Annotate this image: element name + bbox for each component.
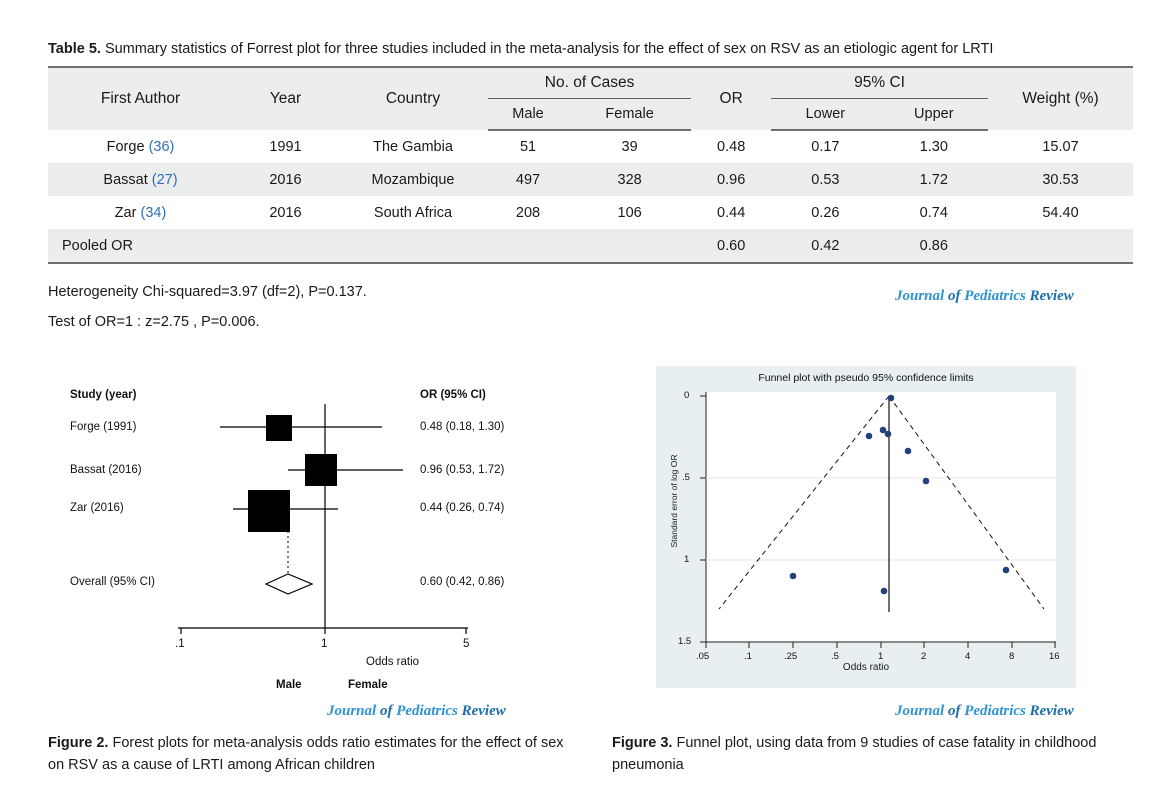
test-of-or-note: Test of OR=1 : z=2.75 , P=0.006. [48, 314, 260, 330]
forest-overall-label: Overall (95% CI) [70, 576, 155, 588]
forest-study-estimate: 0.44 (0.26, 0.74) [420, 502, 505, 514]
cell-female: 39 [621, 139, 638, 155]
cell-lower: 0.26 [811, 204, 840, 221]
th-upper: Upper [880, 99, 988, 131]
journal-word-2: of [947, 288, 961, 304]
cell-lower: 0.17 [811, 139, 840, 155]
cell-or: 0.44 [717, 204, 746, 221]
forest-study-label: Bassat (2016) [70, 464, 142, 476]
funnel-xtick: 2 [921, 651, 927, 662]
forest-axis-label: Odds ratio [366, 656, 420, 668]
cell-weight: 54.40 [1042, 204, 1079, 221]
cell-country: South Africa [373, 204, 453, 221]
cell-male: 51 [519, 139, 537, 155]
forest-xtick: 5 [463, 638, 470, 650]
forest-study-label: Zar (2016) [70, 502, 124, 514]
cell-weight: 15.07 [1042, 138, 1079, 155]
journal-word-4: Review [1029, 288, 1074, 304]
cell-pooled-weight [988, 229, 1133, 263]
cell-author [48, 196, 233, 229]
cell-country: Mozambique [371, 171, 455, 188]
forest-overall-estimate: 0.60 (0.42, 0.86) [420, 576, 505, 588]
journal-word-4: Review [1029, 703, 1074, 719]
cell-lower: 0.53 [811, 171, 840, 188]
funnel-ytick: 1.5 [678, 636, 692, 647]
heterogeneity-note: Heterogeneity Chi-squared=3.97 (df=2), P=0.137. [48, 284, 367, 300]
funnel-plot [656, 366, 1076, 688]
figure2-caption [48, 732, 578, 776]
journal-word-3: Pediatrics [964, 703, 1026, 719]
cell-pooled-or: 0.60 [691, 229, 771, 263]
author-reference[interactable]: (36) [148, 138, 175, 155]
journal-word-3: Pediatrics [396, 703, 458, 719]
table-row [48, 196, 1133, 229]
journal-word-1: Journal [895, 288, 945, 304]
cell-female: 106 [617, 204, 642, 221]
cell-year: 2016 [269, 204, 302, 221]
funnel-xtick: 16 [1049, 651, 1060, 662]
cell-pooled-label: Pooled OR [48, 229, 233, 263]
cell-or: 0.48 [717, 138, 746, 155]
forest-plot [48, 376, 588, 696]
cell-male: 208 [515, 204, 541, 221]
table-caption [48, 40, 1138, 58]
cell-pooled-female [568, 229, 691, 263]
journal-word-3: Pediatrics [964, 288, 1026, 304]
funnel-yaxis-label: Standard error of log OR [669, 454, 679, 548]
forest-side-right-label: Female [348, 679, 388, 691]
cell-upper: 1.72 [919, 171, 948, 188]
figure2-caption-text: Forest plots for meta-analysis odds ratio estimates for the effect of sex on RSV as a cause of LRTI among African children [48, 735, 564, 773]
figure3-caption [612, 732, 1142, 776]
cell-author [48, 163, 233, 196]
author-reference[interactable]: (27) [151, 171, 178, 188]
funnel-xtick: .5 [831, 651, 839, 662]
cell-year: 1991 [269, 138, 302, 155]
cell-country: The Gambia [373, 138, 453, 155]
forest-study-estimate: 0.48 (0.18, 1.30) [420, 421, 505, 433]
cell-pooled-year [233, 229, 338, 263]
forest-study-label: Forge (1991) [70, 421, 137, 433]
funnel-xtick: 8 [1009, 651, 1015, 662]
figure3-caption-text: Funnel plot, using data from 9 studies of case fatality in childhood pneumonia [612, 735, 1097, 773]
journal-watermark-figure2 [327, 703, 506, 720]
forest-xtick: .1 [175, 638, 185, 650]
th-no-of-cases: No. of Cases [488, 67, 691, 99]
th-lower: Lower [771, 99, 879, 131]
funnel-xaxis-label: Odds ratio [842, 662, 890, 673]
cell-pooled-male [488, 229, 568, 263]
funnel-xtick: .25 [784, 651, 798, 662]
funnel-ytick: 0 [684, 390, 690, 401]
cell-or: 0.96 [717, 171, 746, 188]
table-row [48, 130, 1133, 163]
th-weight: Weight (%) [988, 67, 1133, 130]
funnel-xtick: .05 [696, 651, 710, 662]
funnel-xtick: 4 [965, 651, 971, 662]
forest-plot-graphic [48, 376, 588, 696]
th-95-ci: 95% CI [771, 67, 988, 99]
funnel-xtick: 1 [878, 651, 884, 662]
cell-pooled-country [338, 229, 488, 263]
table-header-row-1 [48, 67, 1133, 99]
th-female: Female [568, 99, 691, 131]
funnel-plot-title: Funnel plot with pseudo 95% confidence limits [758, 372, 974, 384]
forest-col-or-header: OR (95% CI) [420, 389, 486, 401]
cell-female: 328 [617, 171, 642, 188]
cell-upper: 1.30 [919, 139, 948, 155]
journal-word-1: Journal [327, 703, 377, 719]
author-name: Bassat [103, 171, 148, 188]
table-caption-text: Summary statistics of Forrest plot for three studies included in the meta-analysis for the effect of sex on RSV as an etiologic agent for LRTI [100, 41, 994, 57]
journal-word-4: Review [461, 703, 506, 719]
th-first-author: First Author [48, 67, 233, 130]
forest-side-left-label: Male [276, 679, 302, 691]
th-male: Male [488, 99, 568, 131]
journal-watermark-figure3 [895, 703, 1074, 720]
table-caption-label: Table 5. [48, 41, 101, 57]
author-name: Zar [114, 204, 137, 221]
funnel-xtick: .1 [744, 651, 752, 662]
forest-col-study-header: Study (year) [70, 389, 137, 401]
funnel-plot-graphic [656, 366, 1076, 688]
summary-statistics-table [48, 66, 1133, 264]
forest-study-estimate: 0.96 (0.53, 1.72) [420, 464, 505, 476]
th-year: Year [233, 67, 338, 130]
table-row-pooled [48, 229, 1133, 263]
funnel-ytick: 1 [684, 554, 690, 565]
figure3-caption-label: Figure 3. [612, 735, 673, 751]
author-reference[interactable]: (34) [140, 204, 167, 221]
th-or: OR [691, 67, 771, 130]
cell-upper: 0.74 [919, 204, 948, 221]
th-country: Country [338, 67, 488, 130]
figure2-caption-label: Figure 2. [48, 735, 109, 751]
journal-word-2: of [947, 703, 961, 719]
table-row [48, 163, 1133, 196]
cell-pooled-lower: 0.42 [771, 229, 879, 263]
cell-pooled-upper: 0.86 [880, 229, 988, 263]
cell-author [48, 130, 233, 163]
cell-year: 2016 [269, 171, 302, 188]
journal-watermark-top [895, 288, 1074, 305]
cell-male: 497 [515, 171, 541, 188]
author-name: Forge [106, 138, 145, 155]
journal-word-1: Journal [895, 703, 945, 719]
cell-weight: 30.53 [1042, 171, 1079, 188]
forest-xtick: 1 [321, 638, 328, 650]
journal-word-2: of [379, 703, 393, 719]
funnel-ytick: .5 [682, 472, 690, 483]
